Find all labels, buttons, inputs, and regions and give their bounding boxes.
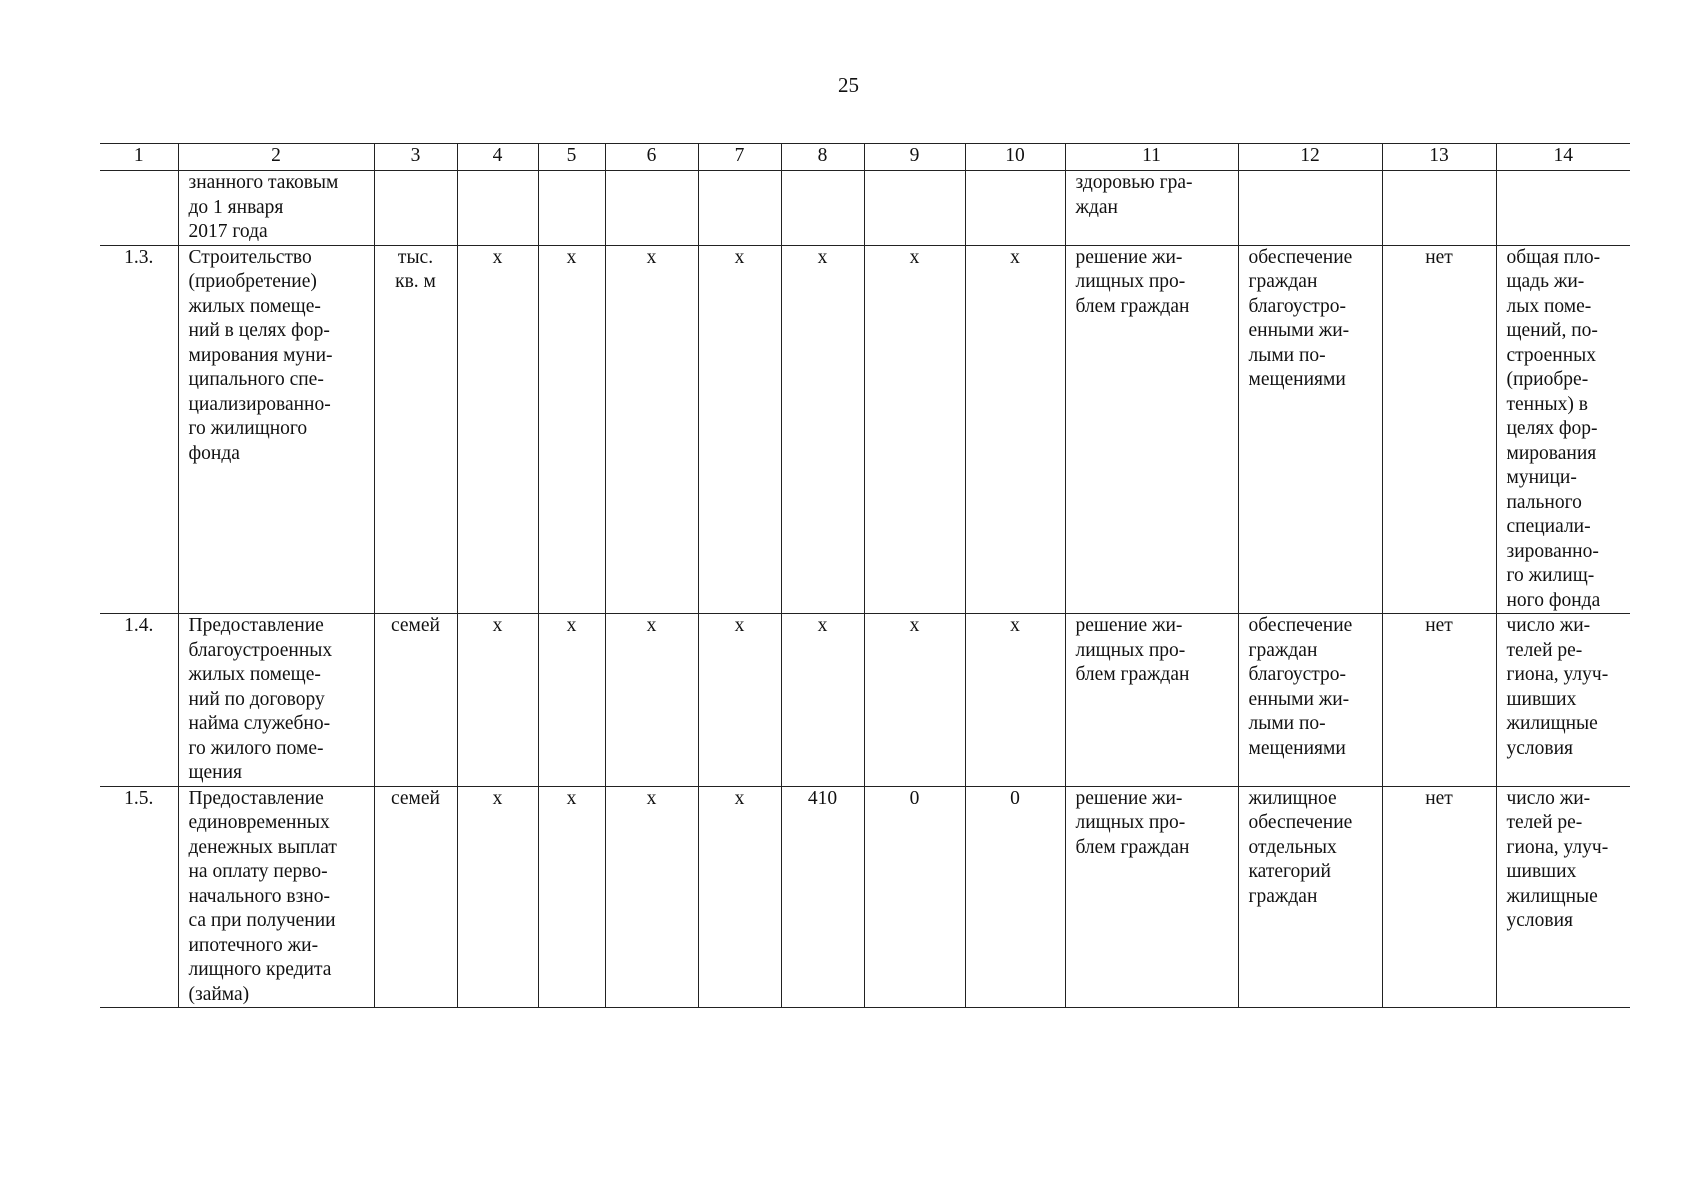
value-cell: х [864,245,965,614]
value-cell [864,171,965,246]
indicator-cell [1496,171,1630,246]
page-number: 25 [838,73,859,97]
value-cell: х [457,245,538,614]
column-header: 14 [1496,144,1630,171]
flag-cell: нет [1382,614,1496,787]
result-cell: жилищное обеспечение отдельных категорий граждан [1238,786,1382,1008]
item-number [100,171,178,246]
column-header: 11 [1065,144,1238,171]
column-header: 5 [538,144,605,171]
value-cell [781,171,864,246]
value-cell [457,171,538,246]
flag-cell: нет [1382,245,1496,614]
column-header: 7 [698,144,781,171]
value-cell: х [781,614,864,787]
item-name: знанного таковым до 1 января 2017 года [178,171,374,246]
table-row [100,171,1630,246]
unit-cell [374,171,457,246]
unit-cell: семей [374,614,457,787]
value-cell: х [965,245,1065,614]
column-header: 6 [605,144,698,171]
value-cell: 410 [781,786,864,1008]
item-number: 1.4. [100,614,178,787]
table-row [100,614,1630,787]
value-cell [538,171,605,246]
value-cell: х [457,614,538,787]
value-cell: х [781,245,864,614]
result-cell: обеспечение граждан благоустро- енными жи- лыми по- мещениями [1238,245,1382,614]
item-name: Предоставление единовременных денежных выплат на оплату перво- начального взно- са при получении ипотечного жи- лищного кредита (займа) [178,786,374,1008]
value-cell: х [864,614,965,787]
item-name: Предоставление благоустроенных жилых помеще- ний по договору найма служебно- го жилого поме- щения [178,614,374,787]
value-cell: х [605,614,698,787]
value-cell [698,171,781,246]
value-cell [965,171,1065,246]
table-row [100,786,1630,1008]
column-number-row [100,144,1630,171]
value-cell: х [698,614,781,787]
column-header: 4 [457,144,538,171]
value-cell: х [605,786,698,1008]
indicator-cell: число жи- телей ре- гиона, улуч- шивших жилищные условия [1496,614,1630,787]
column-header: 1 [100,144,178,171]
value-cell: х [538,245,605,614]
value-cell: х [457,786,538,1008]
program-table [100,143,1630,1008]
unit-cell: тыс. кв. м [374,245,457,614]
goal-cell: решение жи- лищных про- блем граждан [1065,614,1238,787]
flag-cell: нет [1382,786,1496,1008]
value-cell: 0 [965,786,1065,1008]
goal-cell: здоровью гра- ждан [1065,171,1238,246]
value-cell: х [605,245,698,614]
column-header: 8 [781,144,864,171]
column-header: 13 [1382,144,1496,171]
result-cell: обеспечение граждан благоустро- енными жи- лыми по- мещениями [1238,614,1382,787]
value-cell: х [698,786,781,1008]
table-row [100,245,1630,614]
value-cell: х [538,614,605,787]
flag-cell [1382,171,1496,246]
item-number: 1.5. [100,786,178,1008]
column-header: 3 [374,144,457,171]
value-cell: х [698,245,781,614]
item-number: 1.3. [100,245,178,614]
value-cell: х [965,614,1065,787]
value-cell: х [538,786,605,1008]
value-cell [605,171,698,246]
goal-cell: решение жи- лищных про- блем граждан [1065,786,1238,1008]
column-header: 12 [1238,144,1382,171]
column-header: 2 [178,144,374,171]
column-header: 9 [864,144,965,171]
indicator-cell: общая пло- щадь жи- лых поме- щений, по- строенных (приобре- тенных) в целях фор- мирования муници- пального специали- зированно- го жилищ- ного фонда [1496,245,1630,614]
indicator-cell: число жи- телей ре- гиона, улуч- шивших жилищные условия [1496,786,1630,1008]
column-header: 10 [965,144,1065,171]
value-cell: 0 [864,786,965,1008]
goal-cell: решение жи- лищных про- блем граждан [1065,245,1238,614]
unit-cell: семей [374,786,457,1008]
result-cell [1238,171,1382,246]
item-name: Строительство (приобретение) жилых помеще- ний в целях фор- мирования муни- ципального спе- циализированно- го жилищного фонда [178,245,374,614]
